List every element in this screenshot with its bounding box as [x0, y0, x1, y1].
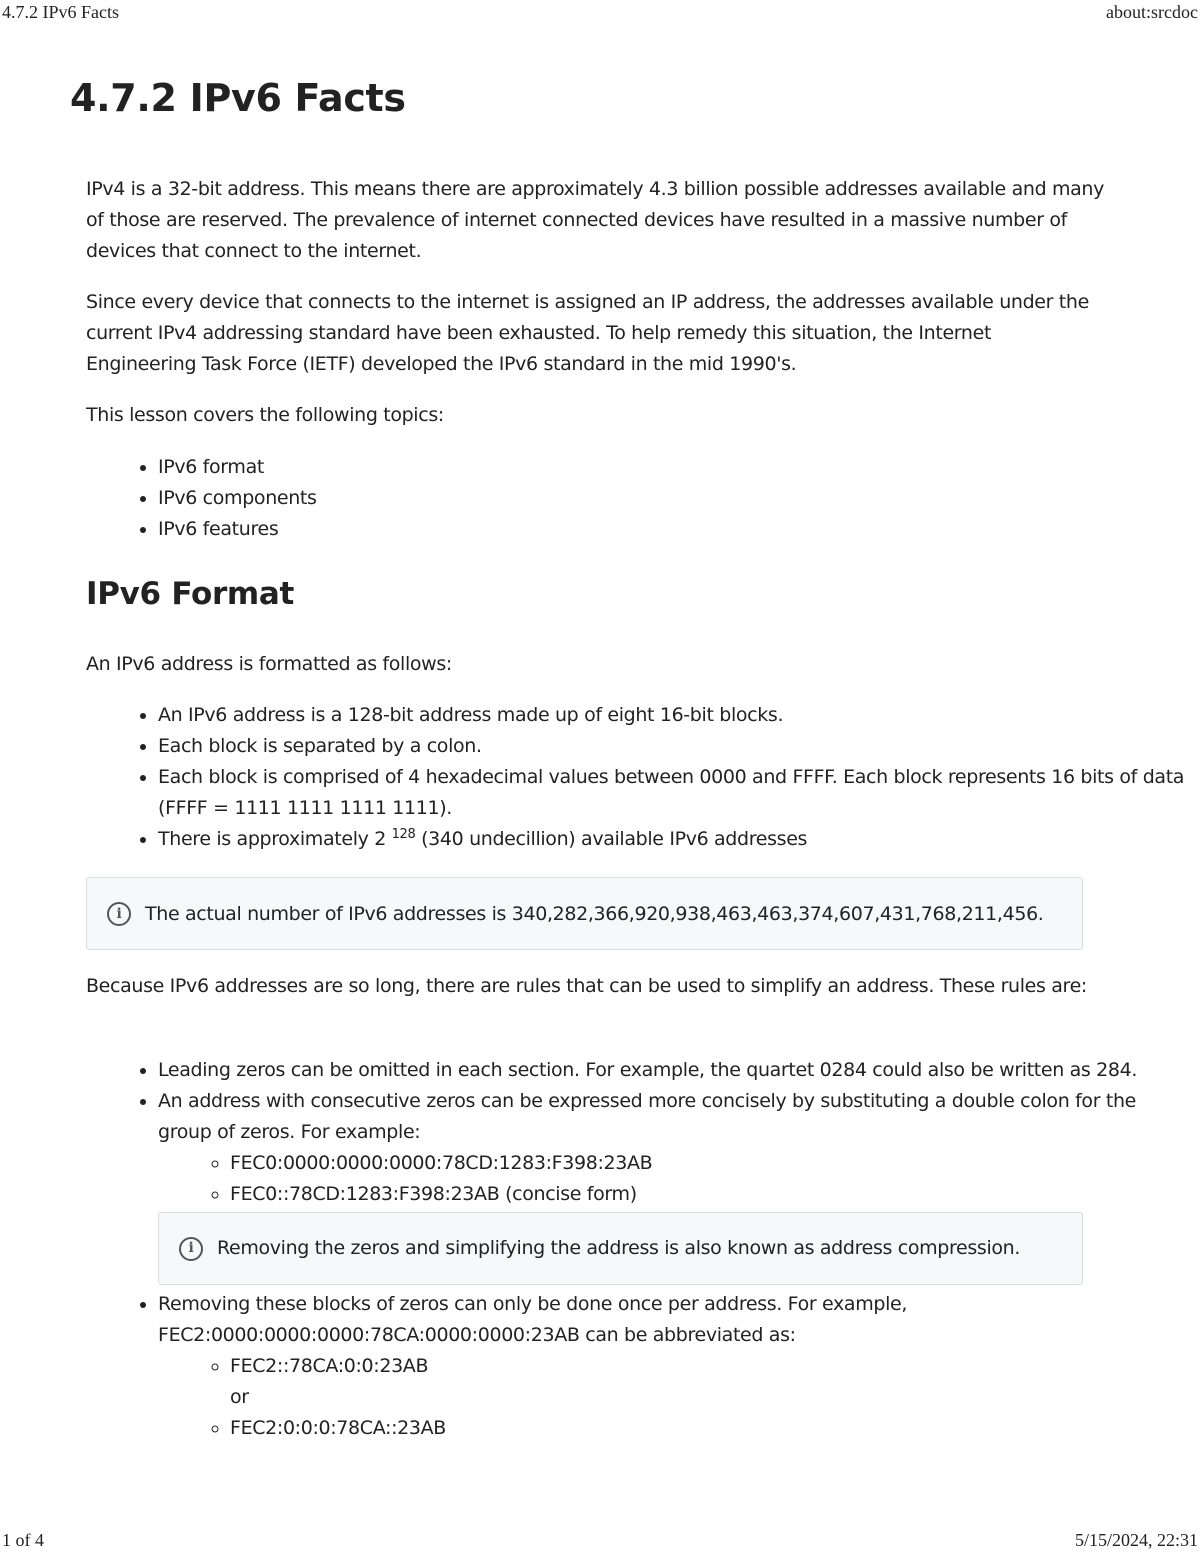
format-list — [86, 700, 1188, 855]
info-icon: i — [179, 1237, 203, 1261]
intro-paragraph-1: IPv4 is a 32-bit address. This means there are approximately 4.3 billion possible addresses available and many of those are reserved. The prevalence of internet connected devices have resulted in a massive number of devices that connect to the internet. — [86, 178, 1105, 262]
example-item: ◦ FEC0::78CD:1283:F398:23AB (concise form) — [230, 1179, 1188, 1210]
info-callout-text: Removing the zeros and simplifying the address is also known as address compression. — [217, 1237, 1021, 1259]
topics-list — [86, 452, 1188, 545]
info-callout — [86, 877, 1083, 950]
example-list — [158, 1148, 1188, 1210]
intro-paragraph-2: Since every device that connects to the internet is assigned an IP address, the addresses available under the current IPv4 addressing standard have been exhausted. To help remedy this situation, the Internet Engineering Task Force (IETF) developed the IPv6 standard in the mid 1990's. — [86, 291, 1089, 375]
example-item: ◦ FEC2:0:0:0:78CA::23AB — [230, 1413, 1188, 1444]
page-number: 1 of 4 — [2, 1530, 44, 1550]
example-item — [230, 1351, 1188, 1413]
info-callout — [158, 1212, 1083, 1285]
list-item: • IPv6 components — [158, 483, 1188, 514]
intro-paragraph-3: This lesson covers the following topics: — [86, 404, 444, 426]
list-item: • IPv6 format — [158, 452, 1188, 483]
example-item: ◦ FEC0:0000:0000:0000:78CD:1283:F398:23AB — [230, 1148, 1188, 1179]
list-item — [158, 824, 1188, 855]
info-callout-text: The actual number of IPv6 addresses is 340,282,366,920,938,463,463,374,607,431,768,211,456. — [145, 902, 1044, 925]
list-item: • An IPv6 address is a 128-bit address made up of eight 16-bit blocks. — [158, 700, 1188, 731]
list-item — [158, 1086, 1188, 1285]
example-list — [158, 1351, 1188, 1444]
print-timestamp: 5/15/2024, 22:31 — [1074, 1530, 1198, 1550]
list-item: • Leading zeros can be omitted in each section. For example, the quartet 0284 could also be written as 284. — [158, 1055, 1188, 1086]
example-text: FEC2::78CA:0:0:23AB — [230, 1355, 429, 1377]
page-title: 4.7.2 IPv6 Facts — [70, 76, 406, 120]
list-item: • Each block is separated by a colon. — [158, 731, 1188, 762]
format-lead: An IPv6 address is formatted as follows: — [86, 653, 452, 675]
print-header-url: about:srcdoc — [1106, 2, 1198, 22]
rule-text: An address with consecutive zeros can be expressed more concisely by substituting a double colon for the group of zeros. For example: — [158, 1090, 1136, 1143]
list-item: • Each block is comprised of 4 hexadecimal values between 0000 and FFFF. Each block represents 16 bits of data (FFFF = 1111 1111 1111 1111). — [158, 762, 1188, 824]
print-header-title: 4.7.2 IPv6 Facts — [2, 2, 119, 22]
print-header — [0, 2, 1200, 24]
rules-lead: Because IPv6 addresses are so long, there are rules that can be used to simplify an address. These rules are: — [86, 975, 1087, 997]
exponent: 128 — [391, 827, 416, 842]
print-footer — [0, 1530, 1200, 1552]
info-icon: i — [107, 902, 131, 926]
count-text-after: (340 undecillion) available IPv6 addresses — [415, 828, 808, 850]
rule-text: Removing these blocks of zeros can only be done once per address. For example, FEC2:0000:0000:0000:78CA:0000:0000:23AB can be abbreviated as: — [158, 1293, 908, 1346]
list-item: • IPv6 features — [158, 514, 1188, 545]
list-item — [158, 1289, 1188, 1444]
count-text-before: There is approximately 2 — [158, 828, 392, 850]
rules-list — [86, 1055, 1188, 1444]
section-heading-ipv6-format: IPv6 Format — [86, 576, 295, 612]
or-text: or — [230, 1386, 249, 1408]
